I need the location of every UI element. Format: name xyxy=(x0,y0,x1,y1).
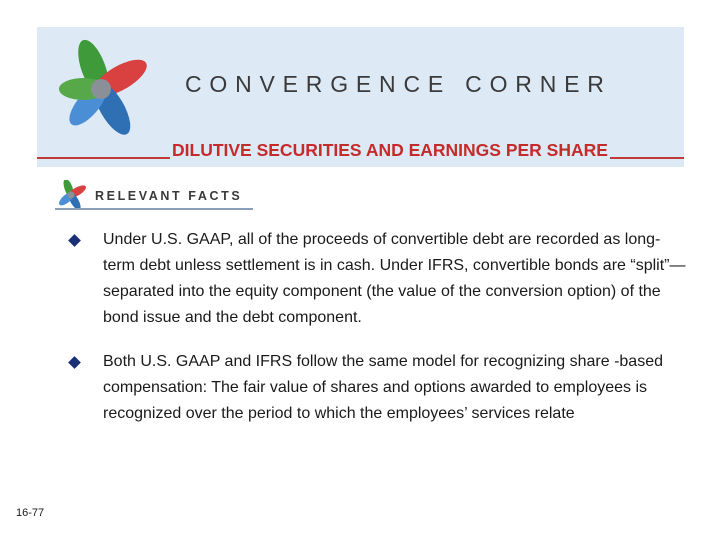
section-divider xyxy=(55,208,253,210)
convergence-corner-banner xyxy=(37,27,684,167)
bullet-text: Both U.S. GAAP and IFRS follow the same model for recognizing share -based compensation: The fair value of shares and options awarded to employees is recognized over the period to which the employees’ services relate xyxy=(103,353,663,422)
bullet-text: Under U.S. GAAP, all of the proceeds of convertible debt are recorded as long-term debt unless settlement is in cash. Under IFRS, convertible bonds are “split”—separated into the equity component (the value of the conversion option) of the bond issue and the debt component. xyxy=(103,231,686,326)
convergence-star-logo-icon xyxy=(55,39,147,139)
list-item xyxy=(70,227,690,331)
list-item xyxy=(70,349,690,427)
diamond-bullet-icon xyxy=(68,234,81,247)
convergence-star-small-icon xyxy=(55,180,89,210)
bullet-list xyxy=(70,227,690,445)
banner-subtitle: DILUTIVE SECURITIES AND EARNINGS PER SHARE xyxy=(172,140,608,160)
diamond-bullet-icon xyxy=(68,356,81,369)
relevant-facts-header xyxy=(55,180,253,210)
section-label: RELEVANT FACTS xyxy=(95,189,243,203)
page-number: 16-77 xyxy=(16,507,45,519)
banner-title: CONVERGENCE CORNER xyxy=(185,71,612,97)
